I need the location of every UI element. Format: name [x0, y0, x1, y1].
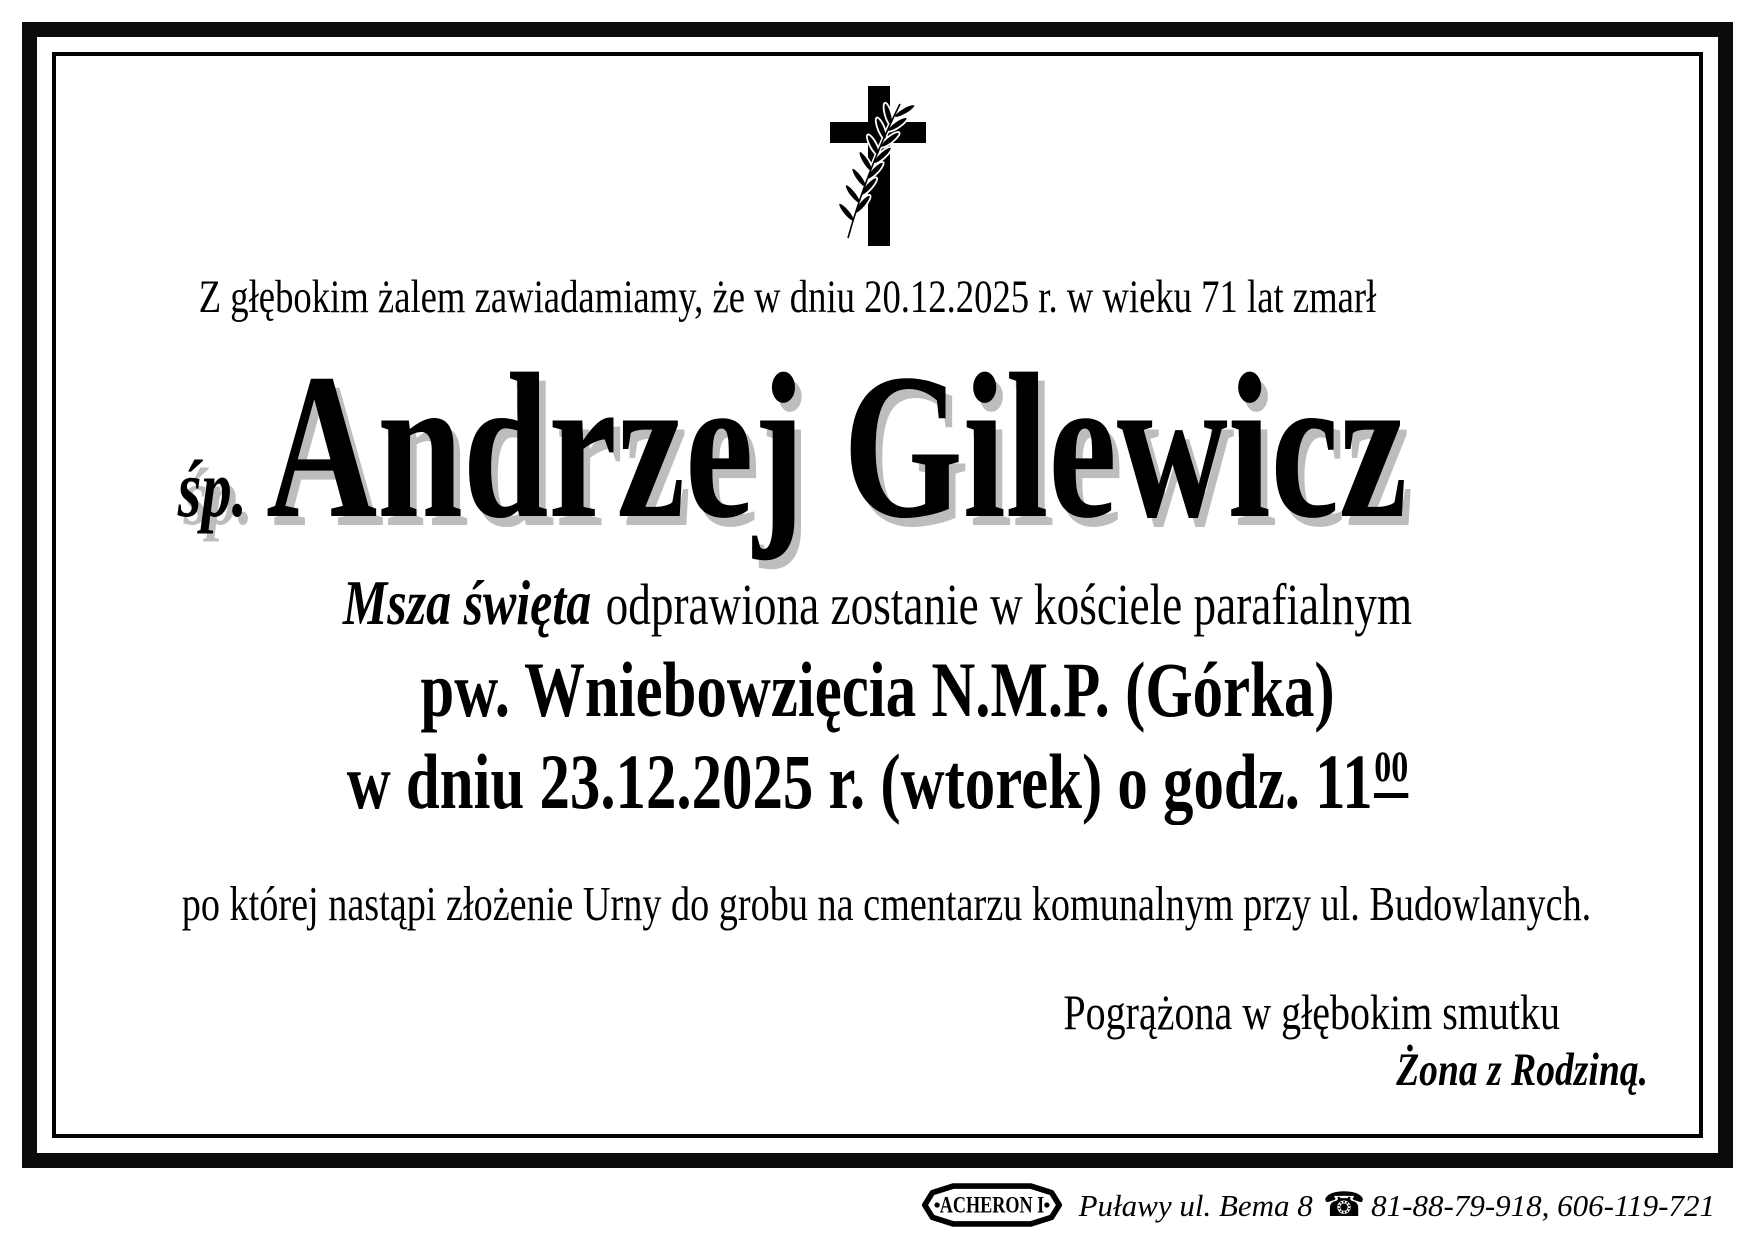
funeral-home-address: Puławy ul. Bema 8 [1078, 1187, 1313, 1223]
honorific-abbreviation: śp. [177, 442, 247, 534]
announcement-line: Z głębokim żalem zawiadamiamy, że w dniu 20.12.2025 r. w wieku 71 lat zmarł [198, 271, 1377, 323]
mass-line [237, 563, 1519, 643]
acheron-logo [921, 1181, 1063, 1229]
acheron-logo-text: ACHERON I [939, 1193, 1044, 1218]
family-signature: Żona z Rodziną. [1396, 1044, 1648, 1097]
date-time-line [237, 737, 1519, 827]
church-line: pw. Wniebowzięcia N.M.P. (Górka) [420, 646, 1335, 734]
burial-line: po której nastąpi złożenie Urny do grobu na cmentarzu komunalnym przy ul. Budowlanych. [181, 875, 1592, 931]
signature-block [56, 984, 1699, 1100]
mass-label: Msza święta [342, 567, 592, 639]
memorial-cross-icon [56, 82, 1699, 250]
funeral-home-phones: 81-88-79-918, 606-119-721 [1371, 1187, 1715, 1223]
time-superscript: 00 [1374, 742, 1408, 798]
obituary-content [56, 56, 1699, 1134]
deceased-name-row [177, 330, 1408, 561]
funeral-home-footer [0, 1168, 1755, 1241]
inner-border [52, 52, 1703, 1138]
outer-border [22, 22, 1733, 1168]
mourning-line: Pogrążona w głębokim smutku [1063, 983, 1560, 1040]
mass-details: odprawiona zostanie w kościele parafialnym [605, 572, 1413, 638]
funeral-home-contact [1079, 1185, 1715, 1225]
deceased-name: Andrzej Gilewicz [266, 330, 1408, 561]
telephone-icon: ☎ [1322, 1186, 1366, 1224]
date-time-text: w dniu 23.12.2025 r. (wtorek) o godz. 11 [346, 737, 1373, 825]
